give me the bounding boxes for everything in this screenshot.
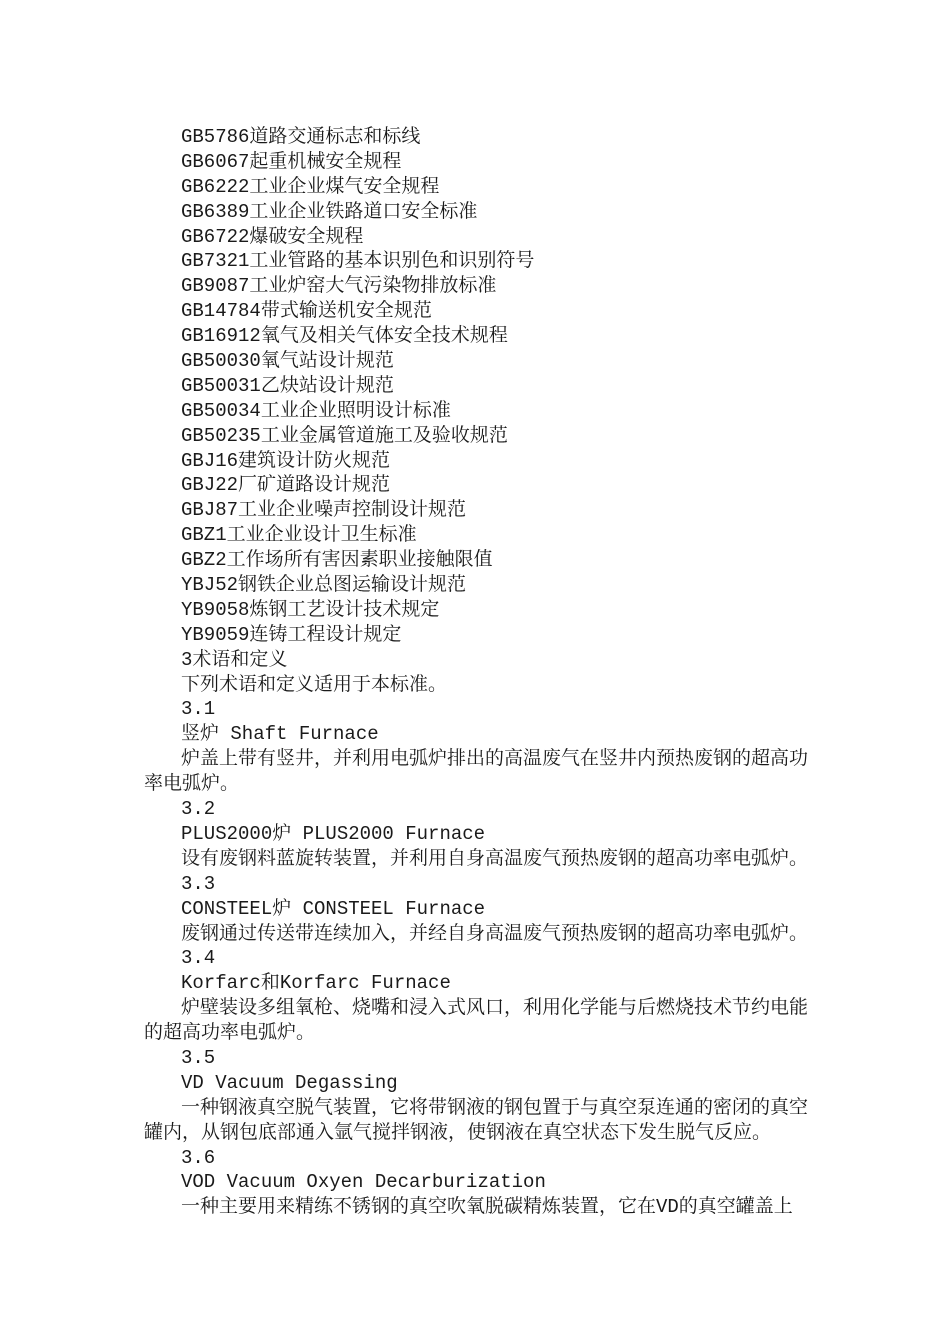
paragraph (144, 648, 910, 673)
paragraph (144, 225, 910, 250)
paragraph (144, 473, 910, 498)
paragraph-line: GBJ16建筑设计防火规范 (181, 449, 391, 472)
paragraph (144, 175, 910, 200)
paragraph (144, 623, 910, 648)
paragraph-continuation-line: 的超高功率电弧炉。 (144, 1022, 316, 1045)
paragraph-line: YB9058炼钢工艺设计技术规定 (181, 598, 440, 621)
paragraph (144, 847, 910, 872)
paragraph-line: GBZ1工业企业设计卫生标准 (181, 524, 417, 547)
paragraph-line: GB14784带式输送机安全规范 (181, 300, 432, 323)
paragraph-line: GB6067起重机械安全规程 (181, 150, 402, 173)
paragraph-line: GBJ87工业企业噪声控制设计规范 (181, 499, 467, 522)
paragraph-line: PLUS2000炉 PLUS2000 Furnace (181, 822, 486, 845)
paragraph (144, 1195, 910, 1220)
paragraph-line: 3.3 (181, 872, 216, 895)
paragraph-line: GB5786道路交通标志和标线 (181, 126, 421, 148)
paragraph-line: GB6722爆破安全规程 (181, 225, 364, 248)
paragraph (144, 1071, 910, 1096)
paragraph-line: GB16912氧气及相关气体安全技术规程 (181, 325, 508, 348)
paragraph-line: VD Vacuum Degassing (181, 1071, 398, 1094)
paragraph-line: 炉盖上带有竖井，并利用电弧炉排出的高温废气在竖井内预热废钢的超高功 (181, 748, 809, 771)
paragraph (144, 872, 910, 897)
paragraph-line: GB9087工业炉窑大气污染物排放标准 (181, 275, 497, 298)
paragraph (144, 1096, 910, 1146)
paragraph-line: 竖炉 Shaft Furnace (181, 723, 379, 746)
paragraph (144, 399, 910, 424)
paragraph (144, 573, 910, 598)
paragraph-line: CONSTEEL炉 CONSTEEL Furnace (181, 897, 486, 920)
paragraph (144, 498, 910, 523)
paragraph (144, 722, 910, 747)
paragraph (144, 822, 910, 847)
paragraph (144, 374, 910, 399)
paragraph-line: 3术语和定义 (181, 648, 288, 671)
paragraph (144, 548, 910, 573)
paragraph (144, 996, 910, 1046)
paragraph-line: 炉壁装设多组氧枪、烧嘴和浸入式风口，利用化学能与后燃烧技术节约电能 (181, 997, 809, 1020)
paragraph-continuation-line: 罐内，从钢包底部通入氩气搅拌钢液，使钢液在真空状态下发生脱气反应。 (144, 1121, 772, 1144)
paragraph-line: GB7321工业管路的基本识别色和识别符号 (181, 250, 535, 273)
paragraph-line: 一种主要用来精练不锈钢的真空吹氧脱碳精炼装置，它在VD的真空罐盖上 (181, 1196, 793, 1219)
paragraph-line: Korfarc和Korfarc Furnace (181, 972, 451, 995)
paragraph-line: GB50030氧气站设计规范 (181, 350, 394, 373)
paragraph-line: 一种钢液真空脱气装置，它将带钢液的钢包置于与真空泵连通的密闭的真空 (181, 1096, 809, 1119)
paragraph-line: 下列术语和定义适用于本标准。 (181, 673, 448, 696)
paragraph (144, 150, 910, 175)
paragraph-line: YB9059连铸工程设计规定 (181, 623, 402, 646)
paragraph (144, 598, 910, 623)
paragraph (144, 971, 910, 996)
paragraph (144, 797, 910, 822)
paragraph (144, 922, 910, 947)
paragraph (144, 324, 910, 349)
paragraph-line: 3.6 (181, 1146, 216, 1169)
paragraph-line: GBJ22厂矿道路设计规范 (181, 474, 391, 497)
paragraph-line: 设有废钢料蓝旋转装置，并利用自身高温废气预热废钢的超高功率电弧炉。 (181, 847, 809, 870)
paragraph (144, 747, 910, 797)
paragraph-line: GB50031乙炔站设计规范 (181, 374, 394, 397)
paragraph (144, 697, 910, 722)
paragraph-line: 3.2 (181, 798, 216, 821)
paragraph-line: YBJ52钢铁企业总图运输设计规范 (181, 574, 467, 597)
paragraph (144, 897, 910, 922)
paragraph (144, 1046, 910, 1071)
paragraph-line: 3.4 (181, 947, 216, 970)
paragraph (144, 200, 910, 225)
document-body (144, 125, 910, 1220)
paragraph (144, 449, 910, 474)
paragraph (144, 673, 910, 698)
paragraph-line: 3.1 (181, 698, 216, 721)
paragraph-line: VOD Vacuum Oxyen Decarburization (181, 1171, 546, 1194)
paragraph-line: 3.5 (181, 1046, 216, 1069)
paragraph (144, 249, 910, 274)
paragraph-line: GB50034工业企业照明设计标准 (181, 399, 451, 422)
paragraph-line: GB50235工业金属管道施工及验收规范 (181, 424, 508, 447)
paragraph (144, 349, 910, 374)
paragraph (144, 424, 910, 449)
paragraph-continuation-line: 率电弧炉。 (144, 773, 240, 796)
paragraph (144, 274, 910, 299)
paragraph-line: GB6222工业企业煤气安全规程 (181, 175, 440, 198)
paragraph-line: GB6389工业企业铁路道口安全标准 (181, 200, 478, 223)
paragraph (144, 1170, 910, 1195)
paragraph-line: 废钢通过传送带连续加入，并经自身高温废气预热废钢的超高功率电弧炉。 (181, 922, 809, 945)
paragraph-line: GBZ2工作场所有害因素职业接触限值 (181, 549, 493, 572)
paragraph (144, 946, 910, 971)
paragraph (144, 125, 910, 150)
paragraph (144, 523, 910, 548)
paragraph (144, 299, 910, 324)
paragraph (144, 1146, 910, 1171)
